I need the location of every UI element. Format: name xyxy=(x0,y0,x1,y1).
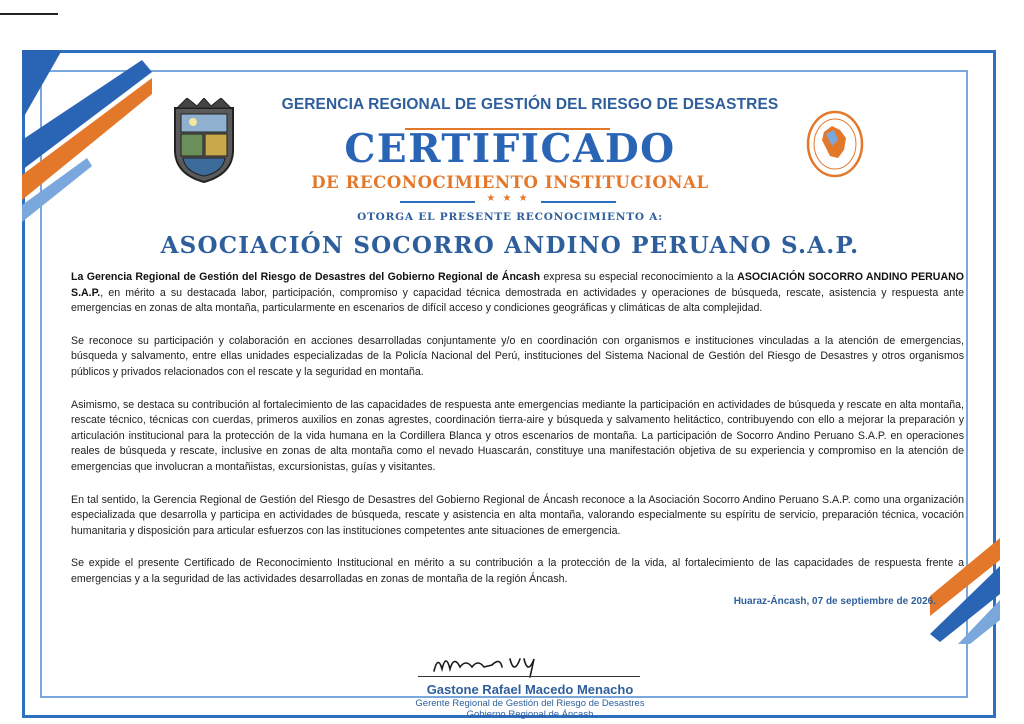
handwritten-signature xyxy=(430,645,560,679)
paragraph-5: Se expide el presente Certificado de Reconocimiento Institucional en mérito a su contribución a la protección de la vida, al fortalecimiento de las capacidades de respuesta frente a emergencias y a la seguridad de las actividades desarrolladas en zonas de montaña de la región Áncash. xyxy=(71,557,964,585)
place-and-date: Huaraz-Áncash, 07 de septiembre de 2026. xyxy=(733,596,936,607)
certificate-body xyxy=(71,270,964,605)
signature-line xyxy=(418,676,640,677)
paragraph-1-bold-b: ASOCIACIÓN SOCORRO ANDINO PERUANO S.A.P. xyxy=(71,271,964,299)
certificate-subtitle: DE RECONOCIMIENTO INSTITUCIONAL xyxy=(311,173,709,192)
paragraph-1-bold-a: La Gerencia Regional de Gestión del Riesgo de Desastres del Gobierno Regional de Áncash xyxy=(71,271,541,283)
certificate-title: CERTIFICADO xyxy=(344,126,676,172)
paragraph-1-text-a: expresa su especial reconocimiento a la xyxy=(540,271,738,283)
ornament-line-right xyxy=(541,201,616,203)
star-ornament: ★ ★ ★ xyxy=(486,193,530,204)
corner-decoration-top-left xyxy=(22,50,152,230)
ornament-line-left xyxy=(400,201,475,203)
coat-of-arms-icon xyxy=(167,98,241,184)
paragraph-4: En tal sentido, la Gerencia Regional de Gestión del Riesgo de Desastres del Gobierno Regional de Áncash reconoce a la Asociación Socorro Andino Peruano S.A.P. como una organización especializada que desarrolla y participa en actividades de búsqueda, rescate y asistencia en alta montaña, valorando especialmente su espíritu de servicio, preparación técnica, vocación humanitaria y disposición para articular esfuerzos con las instituciones competentes ante situaciones de emergencia. xyxy=(71,493,964,537)
signatory-role-title: Gerente Regional de Gestión del Riesgo de Desastres xyxy=(415,698,645,709)
signatory-name: Gastone Rafael Macedo Menacho xyxy=(426,682,634,697)
scan-mark xyxy=(0,13,58,15)
paragraph-3: Asimismo, se destaca su contribución al fortalecimiento de las capacidades de respuesta ante emergencias mediante la participación en actividades de búsqueda y rescate en alta montaña, rescate técnico, técnicas con cuerdas, primeros auxilios en zonas agrestes, coordinación tierra-aire y búsqueda y salvamento helitáctico, contribuyendo con ello a mejorar la preparación y articulación institucional para la protección de la vida humana en la Cordillera Blanca y otros escenarios de montaña. La participación de Socorro Andino Peruano S.A.P. en operaciones reales de búsqueda y rescate, inclusive en zonas de alta montaña como el nevado Huascarán, constituye una manifestación objetiva de su experiencia y compromiso en la atención de emergencias que involucran a montañistas, excursionistas, guías y visitantes. xyxy=(71,398,964,473)
regional-seal-icon xyxy=(806,110,864,178)
institution-heading: GERENCIA REGIONAL DE GESTIÓN DEL RIESGO DE DESASTRES xyxy=(281,96,779,113)
signatory-role xyxy=(360,698,700,720)
grant-statement: OTORGA EL PRESENTE RECONOCIMIENTO A: xyxy=(357,211,663,223)
signatory-organization: Gobierno Regional de Áncash xyxy=(466,709,594,720)
recipient-name: ASOCIACIÓN SOCORRO ANDINO PERUANO S.A.P. xyxy=(160,232,860,259)
paragraph-1-text-b: , en mérito a su destacada labor, participación, compromiso y capacidad técnica demostrada en actividades y operaciones de búsqueda, rescate, asistencia y respuesta ante emergencias en zonas de alta montaña, particularmente en escenarios de difícil acceso y condiciones geográficas y climáticas de alta complejidad. xyxy=(71,286,964,315)
paragraph-1 xyxy=(71,270,964,317)
paragraph-2: Se reconoce su participación y colaboración en acciones desarrolladas conjuntamente y/o en coordinación con organismos e instituciones vinculadas a la atención de emergencias, búsqueda y salvamento, entre ellas unidades especializadas de la Policía Nacional del Perú, instituciones del Sistema Nacional de Gestión del Riesgo de Desastres y otros organismos públicos y privados relacionados con el rescate y la seguridad en montaña. xyxy=(71,334,964,378)
